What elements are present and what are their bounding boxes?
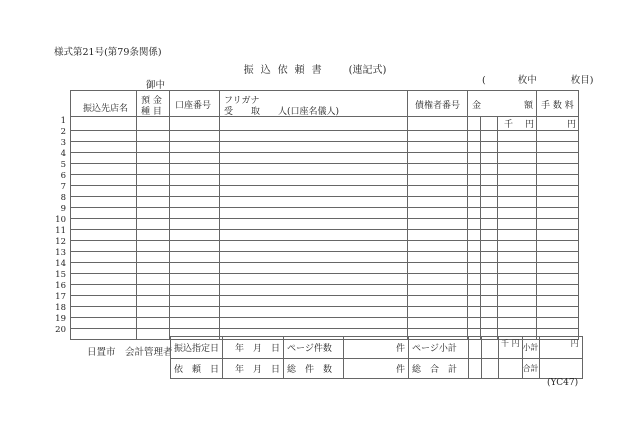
branch-cell[interactable]	[71, 197, 137, 208]
sheet-current: 枚目)	[570, 75, 594, 86]
fee-cell[interactable]	[537, 274, 579, 285]
table-row	[71, 307, 579, 318]
row-number: 16	[55, 281, 66, 291]
row-number: 12	[55, 237, 66, 247]
account-cell[interactable]	[170, 219, 220, 230]
amount-cell-a[interactable]	[468, 274, 481, 285]
table-row	[71, 131, 579, 142]
amount-cell-c[interactable]	[498, 252, 537, 263]
fee-cell[interactable]	[537, 142, 579, 153]
transfer-date-label: 振込指定日	[171, 337, 223, 359]
header-branch-label: 振込先店名	[83, 104, 129, 114]
deposit-type-cell[interactable]	[137, 230, 170, 241]
page-subtotal-cell-a[interactable]	[469, 337, 482, 359]
creditor-cell[interactable]	[408, 197, 468, 208]
amount-cell-c[interactable]	[498, 175, 537, 186]
amount-cell-b[interactable]	[481, 274, 498, 285]
amount-cell-c[interactable]	[498, 153, 537, 164]
creditor-cell[interactable]	[408, 175, 468, 186]
amount-cell-b[interactable]	[481, 296, 498, 307]
grand-total-cell-b[interactable]	[482, 359, 499, 379]
account-cell[interactable]	[170, 117, 220, 131]
recipient-cell[interactable]	[220, 296, 408, 307]
amount-cell-a[interactable]	[468, 296, 481, 307]
amount-cell-a[interactable]	[468, 164, 481, 175]
row-number: 6	[60, 171, 66, 181]
account-cell[interactable]	[170, 142, 220, 153]
recipient-cell[interactable]	[220, 142, 408, 153]
fee-cell[interactable]	[537, 307, 579, 318]
deposit-type-cell[interactable]	[137, 164, 170, 175]
fee-cell[interactable]	[537, 131, 579, 142]
row-number: 20	[55, 325, 66, 335]
branch-cell[interactable]	[71, 252, 137, 263]
fee-yen: 円	[566, 120, 576, 130]
amount-cell-c[interactable]	[498, 117, 537, 131]
fee-total-field[interactable]	[539, 359, 582, 379]
amount-cell-c[interactable]	[498, 263, 537, 274]
deposit-type-cell[interactable]	[137, 307, 170, 318]
account-cell[interactable]	[170, 197, 220, 208]
amount-cell-a[interactable]	[468, 219, 481, 230]
amount-cell-c[interactable]	[498, 285, 537, 296]
amount-cell-a[interactable]	[468, 263, 481, 274]
row-number: 14	[55, 259, 66, 269]
account-cell[interactable]	[170, 318, 220, 329]
account-cell[interactable]	[170, 153, 220, 164]
row-number: 18	[55, 303, 66, 313]
fee-cell[interactable]	[537, 153, 579, 164]
total-label-cell	[522, 359, 539, 379]
table-row	[71, 175, 579, 186]
table-row	[71, 318, 579, 329]
addressee: 御中	[146, 80, 166, 91]
creditor-cell[interactable]	[408, 208, 468, 219]
recipient-cell[interactable]	[220, 307, 408, 318]
table-row	[71, 285, 579, 296]
branch-cell[interactable]	[71, 318, 137, 329]
branch-cell[interactable]	[71, 230, 137, 241]
branch-cell[interactable]	[71, 131, 137, 142]
amount-cell-b[interactable]	[481, 186, 498, 197]
creditor-cell[interactable]	[408, 318, 468, 329]
transfer-date-field[interactable]: 年 月 日	[223, 337, 284, 359]
deposit-type-cell[interactable]	[137, 153, 170, 164]
account-cell[interactable]	[170, 296, 220, 307]
deposit-type-cell[interactable]	[137, 329, 170, 340]
account-cell[interactable]	[170, 186, 220, 197]
creditor-cell[interactable]	[408, 164, 468, 175]
amount-cell-c[interactable]	[498, 318, 537, 329]
title-sub: (連記式)	[348, 65, 387, 76]
request-date-field[interactable]: 年 月 日	[223, 359, 284, 379]
account-cell[interactable]	[170, 230, 220, 241]
page-subtotal-units	[499, 337, 523, 359]
creditor-cell[interactable]	[408, 131, 468, 142]
table-row	[71, 197, 579, 208]
fee-subtotal-yen: 円	[570, 339, 579, 348]
recipient-cell[interactable]	[220, 117, 408, 131]
creditor-cell[interactable]	[408, 142, 468, 153]
creditor-cell[interactable]	[408, 285, 468, 296]
amount-cell-a[interactable]	[468, 117, 481, 131]
amount-cell-b[interactable]	[481, 131, 498, 142]
amount-cell-c[interactable]	[498, 296, 537, 307]
form-number: 様式第21号(第79条関係)	[54, 47, 162, 58]
row-number: 4	[60, 149, 66, 159]
branch-cell[interactable]	[71, 186, 137, 197]
account-cell[interactable]	[170, 252, 220, 263]
table-row	[71, 208, 579, 219]
deposit-type-cell[interactable]	[137, 186, 170, 197]
amount-cell-b[interactable]	[481, 318, 498, 329]
sheet-open: (	[482, 75, 486, 86]
amount-cell-a[interactable]	[468, 186, 481, 197]
recipient-cell[interactable]	[220, 208, 408, 219]
form-code: (YC47)	[547, 378, 579, 388]
amount-cell-a[interactable]	[468, 285, 481, 296]
branch-cell[interactable]	[71, 175, 137, 186]
row-number: 3	[60, 138, 66, 148]
branch-cell[interactable]	[71, 274, 137, 285]
creditor-cell[interactable]	[408, 186, 468, 197]
row-number: 10	[55, 215, 66, 225]
row-number: 5	[60, 160, 66, 170]
fee-cell[interactable]	[537, 164, 579, 175]
fee-cell[interactable]	[537, 186, 579, 197]
creditor-cell[interactable]	[408, 263, 468, 274]
deposit-type-cell[interactable]	[137, 296, 170, 307]
creditor-cell[interactable]	[408, 307, 468, 318]
row-number: 15	[55, 270, 66, 280]
header-amount-left: 金	[472, 101, 482, 111]
unit-thousand: 千	[503, 120, 513, 130]
deposit-type-cell[interactable]	[137, 175, 170, 186]
branch-cell[interactable]	[71, 329, 137, 340]
amount-cell-b[interactable]	[481, 197, 498, 208]
table-row	[71, 219, 579, 230]
creditor-cell[interactable]	[408, 153, 468, 164]
branch-cell[interactable]	[71, 296, 137, 307]
fee-cell[interactable]	[537, 263, 579, 274]
grand-total-label: 総 合 計	[409, 359, 469, 379]
branch-cell[interactable]	[71, 285, 137, 296]
account-cell[interactable]	[170, 164, 220, 175]
amount-cell-a[interactable]	[468, 318, 481, 329]
creditor-cell[interactable]	[408, 241, 468, 252]
fee-cell[interactable]	[537, 208, 579, 219]
deposit-type-cell[interactable]	[137, 263, 170, 274]
fee-cell[interactable]	[537, 252, 579, 263]
amount-cell-c[interactable]	[498, 197, 537, 208]
fee-cell[interactable]	[537, 175, 579, 186]
deposit-type-cell[interactable]	[137, 274, 170, 285]
header-branch	[71, 91, 137, 117]
recipient-cell[interactable]	[220, 285, 408, 296]
recipient-cell[interactable]	[220, 241, 408, 252]
sheet-of-total: 枚中	[517, 75, 537, 86]
branch-cell[interactable]	[71, 117, 137, 131]
row-number: 1	[60, 116, 66, 126]
title-main: 振込依頼書	[243, 65, 329, 76]
amount-cell-c[interactable]	[498, 230, 537, 241]
branch-cell[interactable]	[71, 241, 137, 252]
amount-cell-c[interactable]	[498, 307, 537, 318]
recipient-cell[interactable]	[220, 186, 408, 197]
fee-cell[interactable]	[537, 241, 579, 252]
fee-cell[interactable]	[537, 230, 579, 241]
branch-cell[interactable]	[71, 142, 137, 153]
amount-cell-b[interactable]	[481, 219, 498, 230]
deposit-type-cell[interactable]	[137, 142, 170, 153]
recipient-cell[interactable]	[220, 197, 408, 208]
deposit-type-cell[interactable]	[137, 285, 170, 296]
row-number: 13	[55, 248, 66, 258]
table-header-row	[71, 91, 579, 117]
amount-cell-b[interactable]	[481, 175, 498, 186]
grand-total-cell-a[interactable]	[469, 359, 482, 379]
header-recipient-label: 受 取 人(口座名儀人)	[224, 107, 340, 117]
header-fee-label: 手 数 料	[541, 101, 574, 111]
amount-cell-c[interactable]	[498, 274, 537, 285]
unit-yen: 円	[524, 120, 534, 130]
amount-cell-b[interactable]	[481, 208, 498, 219]
row-number: 7	[60, 182, 66, 192]
amount-cell-a[interactable]	[468, 153, 481, 164]
page-subtotal-label: ページ小計	[409, 337, 469, 359]
table-row	[71, 241, 579, 252]
total-count-field[interactable]: 件	[344, 359, 409, 379]
amount-cell-a[interactable]	[468, 241, 481, 252]
table-row	[71, 117, 579, 131]
table-row	[71, 230, 579, 241]
page-count-field[interactable]: 件	[344, 337, 409, 359]
branch-cell[interactable]	[71, 263, 137, 274]
header-furigana: フリガナ	[224, 96, 260, 106]
recipient-cell[interactable]	[220, 153, 408, 164]
header-creditor-label: 債権者番号	[415, 101, 461, 111]
amount-cell-a[interactable]	[468, 142, 481, 153]
recipient-cell[interactable]	[220, 230, 408, 241]
account-cell[interactable]	[170, 274, 220, 285]
row-number: 11	[55, 226, 66, 236]
recipient-cell[interactable]	[220, 164, 408, 175]
amount-cell-a[interactable]	[468, 307, 481, 318]
recipient-cell[interactable]	[220, 219, 408, 230]
account-cell[interactable]	[170, 131, 220, 142]
amount-cell-a[interactable]	[468, 131, 481, 142]
header-recipient	[220, 91, 408, 117]
amount-cell-c[interactable]	[498, 219, 537, 230]
total-label: 合計	[522, 364, 539, 373]
account-cell[interactable]	[170, 241, 220, 252]
amount-cell-b[interactable]	[481, 142, 498, 153]
department-name: 日置市 会計管理者	[87, 347, 173, 358]
page-count-label: ページ件数	[284, 337, 344, 359]
header-deposit-bottom: 種 目	[141, 107, 162, 117]
subtotal-label-cell	[522, 337, 539, 359]
deposit-type-cell[interactable]	[137, 117, 170, 131]
fee-subtotal-field[interactable]	[539, 337, 582, 359]
amount-cell-b[interactable]	[481, 307, 498, 318]
amount-cell-c[interactable]	[498, 164, 537, 175]
account-cell[interactable]	[170, 285, 220, 296]
header-account-label: 口座番号	[175, 101, 212, 111]
header-amount	[468, 91, 537, 117]
fee-cell[interactable]	[537, 296, 579, 307]
total-count-label: 総 件 数	[284, 359, 344, 379]
table-row	[71, 186, 579, 197]
deposit-type-cell[interactable]	[137, 131, 170, 142]
amount-cell-a[interactable]	[468, 197, 481, 208]
fee-cell[interactable]	[537, 197, 579, 208]
creditor-cell[interactable]	[408, 296, 468, 307]
amount-cell-b[interactable]	[481, 164, 498, 175]
account-cell[interactable]	[170, 175, 220, 186]
account-cell[interactable]	[170, 307, 220, 318]
branch-cell[interactable]	[71, 153, 137, 164]
amount-cell-b[interactable]	[481, 153, 498, 164]
account-cell[interactable]	[170, 263, 220, 274]
deposit-type-cell[interactable]	[137, 318, 170, 329]
unit-thousand: 千	[501, 339, 510, 348]
summary-table	[170, 336, 583, 379]
deposit-type-cell[interactable]	[137, 252, 170, 263]
unit-yen: 円	[511, 339, 520, 348]
row-number: 8	[60, 193, 66, 203]
recipient-cell[interactable]	[220, 274, 408, 285]
recipient-cell[interactable]	[220, 131, 408, 142]
header-creditor	[408, 91, 468, 117]
creditor-cell[interactable]	[408, 219, 468, 230]
amount-cell-b[interactable]	[481, 117, 498, 131]
summary-row-2	[171, 359, 583, 379]
creditor-cell[interactable]	[408, 117, 468, 131]
page-subtotal-cell-b[interactable]	[482, 337, 499, 359]
fee-cell[interactable]	[537, 285, 579, 296]
amount-cell-c[interactable]	[498, 241, 537, 252]
recipient-cell[interactable]	[220, 318, 408, 329]
header-account	[170, 91, 220, 117]
amount-cell-b[interactable]	[481, 285, 498, 296]
recipient-cell[interactable]	[220, 175, 408, 186]
amount-cell-b[interactable]	[481, 241, 498, 252]
table-row	[71, 263, 579, 274]
request-date-label: 依 頼 日	[171, 359, 223, 379]
row-number: 9	[60, 204, 66, 214]
amount-cell-c[interactable]	[498, 131, 537, 142]
account-cell[interactable]	[170, 208, 220, 219]
amount-cell-c[interactable]	[498, 142, 537, 153]
deposit-type-cell[interactable]	[137, 208, 170, 219]
header-fee	[537, 91, 579, 117]
table-row	[71, 252, 579, 263]
branch-cell[interactable]	[71, 307, 137, 318]
amount-cell-a[interactable]	[468, 208, 481, 219]
summary-row-1	[171, 337, 583, 359]
transfer-table	[70, 90, 579, 340]
header-deposit-top: 預 金	[141, 96, 162, 106]
header-deposit-type	[137, 91, 170, 117]
table-row	[71, 142, 579, 153]
row-number: 17	[55, 292, 66, 302]
branch-cell[interactable]	[71, 208, 137, 219]
table-row	[71, 274, 579, 285]
amount-cell-a[interactable]	[468, 175, 481, 186]
grand-total-cell-c[interactable]	[499, 359, 523, 379]
subtotal-label: 小計	[522, 343, 539, 352]
row-number: 2	[60, 127, 66, 137]
row-number: 19	[55, 314, 66, 324]
fee-cell[interactable]	[537, 219, 579, 230]
amount-cell-b[interactable]	[481, 252, 498, 263]
deposit-type-cell[interactable]	[137, 241, 170, 252]
amount-cell-a[interactable]	[468, 230, 481, 241]
creditor-cell[interactable]	[408, 252, 468, 263]
deposit-type-cell[interactable]	[137, 197, 170, 208]
recipient-cell[interactable]	[220, 252, 408, 263]
branch-cell[interactable]	[71, 219, 137, 230]
table-row	[71, 296, 579, 307]
creditor-cell[interactable]	[408, 274, 468, 285]
amount-cell-a[interactable]	[468, 252, 481, 263]
branch-cell[interactable]	[71, 164, 137, 175]
table-row	[71, 164, 579, 175]
sheet-info	[482, 76, 593, 86]
header-amount-right: 額	[523, 101, 533, 111]
table-row	[71, 153, 579, 164]
amount-cell-c[interactable]	[498, 208, 537, 219]
creditor-cell[interactable]	[408, 230, 468, 241]
recipient-cell[interactable]	[220, 263, 408, 274]
amount-cell-c[interactable]	[498, 186, 537, 197]
fee-cell[interactable]	[537, 117, 579, 131]
amount-cell-b[interactable]	[481, 263, 498, 274]
amount-cell-b[interactable]	[481, 230, 498, 241]
deposit-type-cell[interactable]	[137, 219, 170, 230]
fee-cell[interactable]	[537, 318, 579, 329]
